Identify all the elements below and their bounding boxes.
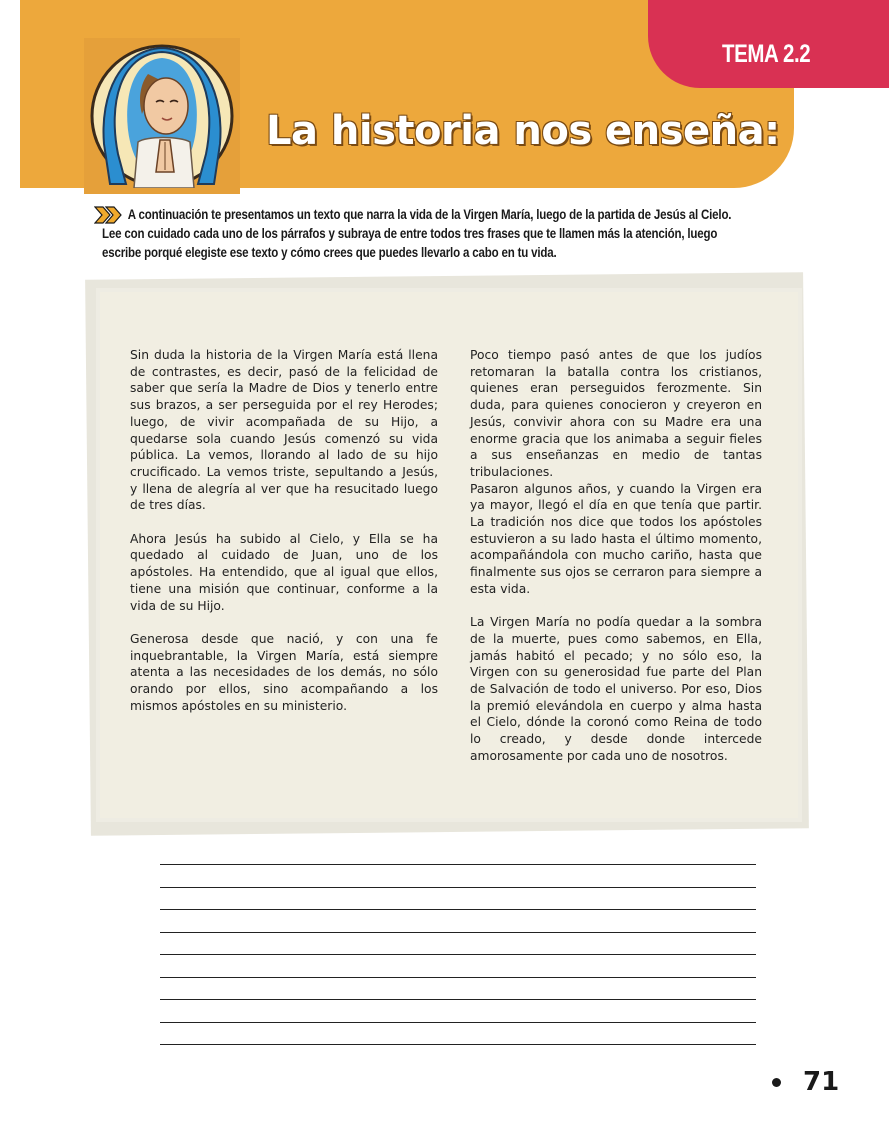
reading-column-left: [130, 347, 438, 731]
reading-column-right: [470, 347, 762, 781]
instructions: [102, 205, 732, 262]
instructions-line: escribe porqué elegiste ese texto y cómo crees que puedes llevarlo a cabo en tu vida.: [102, 245, 557, 260]
reading-paragraph: Poco tiempo pasó antes de que los judíos retomaran la batalla contra los cristianos, quienes eran perseguidos ferozmente. Sin duda, para quienes conocieron y creyeron en Jesús, convivir ahora con su Madre era una enorme gracia que los animaba a seguir fieles a sus enseñanzas en medio de tantas tribulaciones.: [470, 348, 762, 479]
reading-paragraph: La Virgen María no podía quedar a la sombra de la muerte, pues como sabemos, en Ella, jamás habitó el pecado; y no sólo eso, la Virgen con su generosidad fue parte del Plan de Salvación de todo el universo. Por eso, Dios la premió elevándola en cuerpo y alma hasta el Cielo, dónde la coronó como Reina de todo lo creado, y desde donde intercede amorosamente por cada uno de nosotros.: [470, 615, 762, 763]
writing-line[interactable]: [160, 887, 756, 888]
virgin-mary-illustration: [90, 44, 234, 188]
page-number: 71: [803, 1067, 840, 1097]
page-title: La historia nos enseña:: [266, 108, 780, 154]
reading-paragraph: Sin duda la historia de la Virgen María está llena de contrastes, es decir, pasó de la felicidad de saber que sería la Madre de Dios y tenerlo entre sus brazos, a ser perseguida por el rey Herodes; luego, de vivir acompañada de su Hijo, a quedarse sola cuando Jesús comenzó su vida pública. La vemos, llorando al lado de su hijo crucificado. La vemos triste, sepultando a Jesús, y llena de alegría al ver que ha resucitado luego de tres días.: [130, 348, 438, 513]
writing-line[interactable]: [160, 1044, 756, 1045]
writing-line[interactable]: [160, 977, 756, 978]
bullet-dot: [772, 1078, 781, 1087]
reading-paragraph: Ahora Jesús ha subido al Cielo, y Ella se ha quedado al cuidado de Juan, uno de los apóstoles. Ha entendido, que al igual que ellos, tiene una misión que continuar, conforme a la vida de su Hijo.: [130, 531, 438, 613]
reading-paragraph: Generosa desde que nació, y con una fe inquebrantable, la Virgen María, está siempre atenta a las necesidades de los demás, no sólo orando por ellos, sino acompañando a los mismos apóstoles en su ministerio.: [130, 631, 438, 713]
reading-paragraph: Pasaron algunos años, y cuando la Virgen era ya mayor, llegó el día en que tenía que partir. La tradición nos dice que todos los apóstoles estuvieron a su lado hasta el último momento, acompañándola con mucho cariño, hasta que finalmente sus ojos se cerraron para siempre a esta vida.: [470, 481, 762, 596]
instructions-line: Lee con cuidado cada uno de los párrafos y subraya de entre todos tres frases que te llamen más la atención, luego: [102, 226, 718, 241]
writing-line[interactable]: [160, 999, 756, 1000]
writing-line[interactable]: [160, 1022, 756, 1023]
writing-lines[interactable]: [160, 864, 756, 1067]
tema-label: TEMA 2.2: [722, 40, 811, 68]
writing-line[interactable]: [160, 864, 756, 865]
instructions-line: A continuación te presentamos un texto que narra la vida de la Virgen María, luego de la partida de Jesús al Cielo.: [127, 207, 732, 222]
writing-line[interactable]: [160, 932, 756, 933]
writing-line[interactable]: [160, 909, 756, 910]
writing-line[interactable]: [160, 954, 756, 955]
